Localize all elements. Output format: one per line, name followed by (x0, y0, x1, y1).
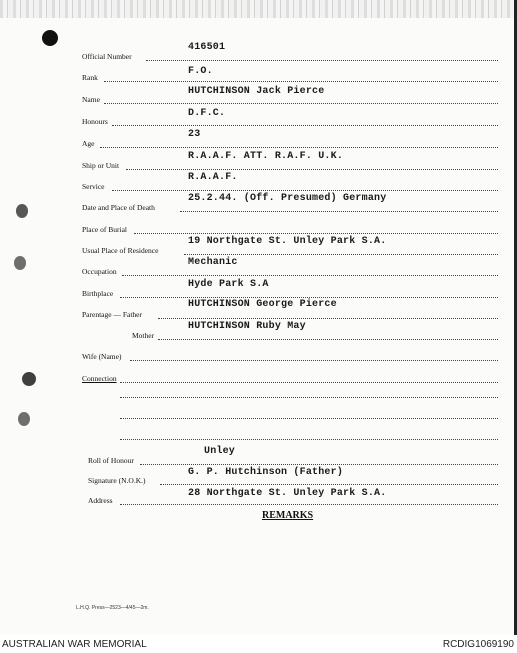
signature-value: G. P. Hutchinson (Father) (188, 467, 344, 478)
father-label: Parentage — Father (82, 310, 142, 319)
signature-label: Signature (N.O.K.) (88, 476, 146, 485)
roll-honour-label: Roll of Honour (88, 456, 134, 465)
death-label: Date and Place of Death (82, 203, 155, 212)
official-number-value: 416501 (188, 42, 226, 53)
punch-hole (16, 204, 28, 218)
death-value: 25.2.44. (Off. Presumed) Germany (188, 193, 387, 204)
father-line (158, 318, 498, 319)
connection-line (120, 382, 498, 383)
punch-hole (22, 372, 36, 386)
wife-line (130, 360, 498, 361)
punch-hole (14, 256, 26, 270)
honours-label: Honours (82, 117, 108, 126)
signature-line (160, 484, 498, 485)
rank-value: F.O. (188, 66, 213, 77)
address-label: Address (88, 496, 113, 505)
occupation-label: Occupation (82, 267, 117, 276)
connection-line-extra (120, 397, 498, 398)
rank-line (104, 81, 498, 82)
archive-name: AUSTRALIAN WAR MEMORIAL (2, 639, 147, 650)
archive-footer (0, 637, 517, 653)
connection-line-extra (120, 418, 498, 419)
occupation-line (122, 275, 498, 276)
residence-label: Usual Place of Residence (82, 246, 159, 255)
age-label: Age (82, 139, 95, 148)
connection-label: Connection (82, 374, 117, 383)
record-id: RCDIG1069190 (442, 639, 514, 650)
burial-line (134, 233, 498, 234)
roll-honour-line (140, 464, 498, 465)
mother-value: HUTCHINSON Ruby May (188, 321, 306, 332)
rank-label: Rank (82, 73, 98, 82)
service-label: Service (82, 182, 105, 191)
age-value: 23 (188, 129, 201, 140)
burial-label: Place of Burial (82, 225, 127, 234)
punch-hole (18, 412, 30, 426)
name-line (104, 103, 498, 104)
ship-unit-label: Ship or Unit (82, 161, 120, 170)
address-value: 28 Northgate St. Unley Park S.A. (188, 488, 387, 499)
death-line (180, 211, 498, 212)
punch-hole (42, 30, 58, 46)
remarks-heading: REMARKS (262, 510, 314, 521)
ship-unit-line (126, 169, 498, 170)
service-line (112, 190, 498, 191)
residence-value: 19 Northgate St. Unley Park S.A. (188, 236, 387, 247)
roll-honour-value: Unley (204, 446, 236, 457)
official-number-line (146, 60, 498, 61)
birthplace-line (120, 297, 498, 298)
official-number-label: Official Number (82, 52, 132, 61)
mother-label: Mother (132, 331, 155, 340)
name-label: Name (82, 95, 100, 104)
father-value: HUTCHINSON George Pierce (188, 299, 337, 310)
occupation-value: Mechanic (188, 257, 238, 268)
service-value: R.A.A.F. (188, 172, 238, 183)
honours-line (112, 125, 498, 126)
birthplace-value: Hyde Park S.A (188, 279, 269, 290)
wife-label: Wife (Name) (82, 352, 122, 361)
age-line (100, 147, 498, 148)
ship-unit-value: R.A.A.F. ATT. R.A.F. U.K. (188, 151, 344, 162)
address-line (120, 504, 498, 505)
connection-line-extra (120, 439, 498, 440)
honours-value: D.F.C. (188, 108, 226, 119)
name-value: HUTCHINSON Jack Pierce (188, 86, 325, 97)
birthplace-label: Birthplace (82, 289, 114, 298)
residence-line (184, 254, 498, 255)
scan-top-edge (0, 0, 517, 18)
mother-line (158, 339, 498, 340)
print-code: L.H.Q. Press—2523—4/45—2m. (76, 605, 149, 611)
